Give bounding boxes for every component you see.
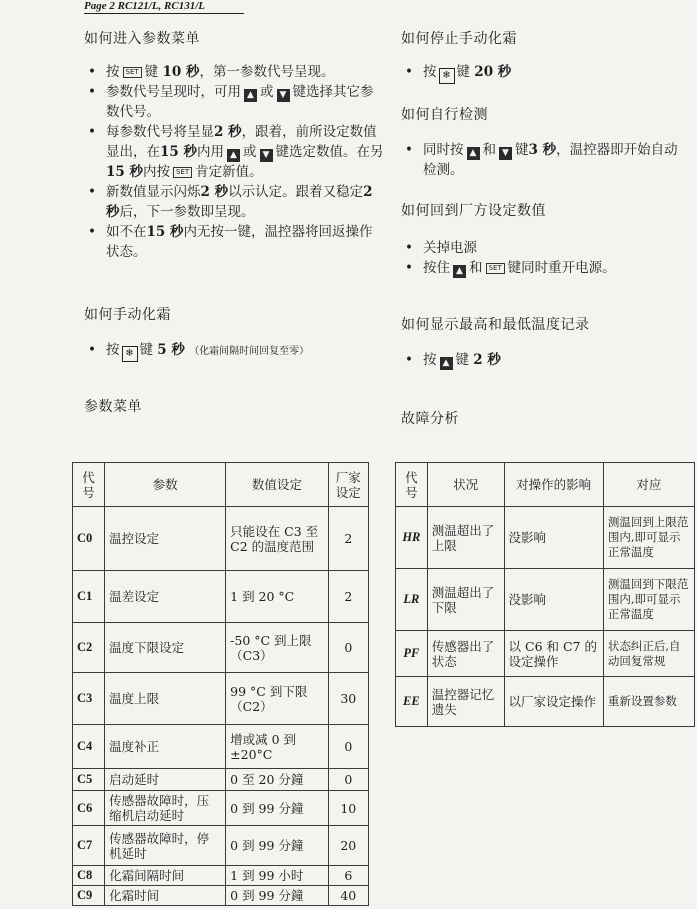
stop-defrost-title: 如何停止手动化霜 (401, 31, 517, 47)
cell-status: 温控器记忆遗失 (427, 677, 504, 727)
cell-code: C4 (73, 725, 105, 769)
cell-param: 温度下限设定 (105, 623, 226, 673)
table-row (73, 791, 369, 826)
cell-value: 99 °C 到下限（C2） (226, 673, 328, 725)
cell-code: C8 (73, 866, 105, 886)
table-row (73, 826, 369, 866)
cell-value: 0 到 99 分鐘 (226, 791, 328, 826)
up-key-icon: ▲ (467, 147, 480, 160)
cell-value: -50 °C 到上限（C3） (226, 623, 328, 673)
cell-code: C5 (73, 769, 105, 791)
cell-code: C9 (73, 886, 105, 906)
col-header: 数值设定 (226, 463, 328, 507)
cell-effect: 以 C6 和 C7 的设定操作 (504, 631, 603, 677)
list-item: • 按 SET 键 10 秒，第一参数代号呈现。 (88, 64, 335, 80)
list-item: • 按 ▲ 键 2 秒 (405, 352, 501, 368)
cell-value: 0 到 99 分鐘 (226, 826, 328, 866)
cell-param: 化霜时间 (105, 886, 226, 906)
cell-code: HR (396, 507, 428, 569)
col-header: 对应 (603, 463, 694, 507)
cell-code: C3 (73, 673, 105, 725)
col-header: 代号 (396, 463, 428, 507)
param-menu-title: 参数菜单 (84, 399, 142, 415)
cell-code: LR (396, 569, 428, 631)
enter-param-list (84, 62, 384, 262)
cell-factory: 2 (328, 507, 368, 571)
cell-effect: 以厂家设定操作 (504, 677, 603, 727)
list-item: • 关掉电源 (405, 240, 477, 256)
minmax-list (401, 350, 691, 370)
cell-value: 1 到 20 °C (226, 571, 328, 623)
cell-status: 测温超出了上限 (427, 507, 504, 569)
cell-factory: 0 (328, 769, 368, 791)
set-key-icon: SET (486, 263, 505, 274)
factory-reset-list (401, 238, 691, 278)
left-column (84, 28, 384, 416)
fault-title: 故障分析 (401, 411, 459, 427)
cell-factory: 10 (328, 791, 368, 826)
table-row (73, 571, 369, 623)
cell-value: 0 至 20 分鐘 (226, 769, 328, 791)
table-row (73, 769, 369, 791)
self-test-list (401, 140, 691, 180)
col-header: 厂家设定 (328, 463, 368, 507)
cell-code: C1 (73, 571, 105, 623)
down-key-icon: ▼ (277, 89, 290, 102)
col-header: 状况 (427, 463, 504, 507)
table-row (73, 866, 369, 886)
cell-factory: 30 (328, 673, 368, 725)
cell-code: C6 (73, 791, 105, 826)
up-key-icon: ▲ (453, 265, 466, 278)
cell-param: 传感器故障时，停机延时 (105, 826, 226, 866)
cell-code: EE (396, 677, 428, 727)
table-row (396, 507, 695, 569)
list-item: • 按 ❄ 键 20 秒 (401, 62, 691, 84)
list-item: • 如不在15 秒内无按一键，温控器将回返操作状态。 (88, 224, 373, 260)
cell-code: C0 (73, 507, 105, 571)
table-row (73, 673, 369, 725)
table-header-row (73, 463, 369, 507)
cell-factory: 20 (328, 826, 368, 866)
list-item: • 每参数代号将呈显2 秒，跟着，前所设定数值显出，在15 秒内用 ▲ 或 ▼ 键选定数值。在另15 秒内按 SET 肯定新值。 (88, 124, 384, 180)
up-key-icon: ▲ (227, 149, 240, 162)
defrost-key-icon: ❄ (122, 346, 138, 362)
table-row (73, 507, 369, 571)
list-item: • 同时按 ▲ 和 ▼ 键3 秒，温控器即开始自动检测。 (405, 142, 678, 178)
table-row (396, 569, 695, 631)
stop-defrost-list (401, 62, 691, 84)
manual-defrost-list (84, 340, 384, 362)
cell-value: 1 到 99 小时 (226, 866, 328, 886)
manual-defrost-title: 如何手动化霜 (84, 307, 171, 323)
cell-param: 温差设定 (105, 571, 226, 623)
cell-action: 测温回到下限范围内,即可显示正常温度 (603, 569, 694, 631)
cell-param: 温度补正 (105, 725, 226, 769)
defrost-key-icon: ❄ (439, 68, 455, 84)
table-row (396, 677, 695, 727)
cell-param: 启动延时 (105, 769, 226, 791)
cell-param: 温控设定 (105, 507, 226, 571)
up-key-icon: ▲ (244, 89, 257, 102)
list-item: • 按 ❄ 键 5 秒 （化霜间隔时间回复至零） (84, 340, 384, 362)
table-header-row (396, 463, 695, 507)
col-header: 对操作的影响 (504, 463, 603, 507)
up-key-icon: ▲ (440, 357, 453, 370)
cell-code: C7 (73, 826, 105, 866)
cell-effect: 没影响 (504, 569, 603, 631)
cell-factory: 6 (328, 866, 368, 886)
cell-effect: 没影响 (504, 507, 603, 569)
cell-factory: 2 (328, 571, 368, 623)
factory-reset-title: 如何回到厂方设定数值 (401, 203, 546, 219)
cell-value: 0 到 99 分鐘 (226, 886, 328, 906)
page-header: Page 2 RC121/L, RC131/L (84, 0, 244, 14)
right-column (401, 28, 691, 428)
cell-code: C2 (73, 623, 105, 673)
cell-action: 状态纠正后,自动回复常规 (603, 631, 694, 677)
fault-table (395, 462, 695, 727)
table-row (73, 725, 369, 769)
cell-factory: 0 (328, 623, 368, 673)
cell-status: 传感器出了状态 (427, 631, 504, 677)
cell-param: 传感器故障时，压缩机启动延时 (105, 791, 226, 826)
list-item: • 参数代号呈现时，可用 ▲ 或 ▼ 键选择其它参数代号。 (88, 84, 374, 120)
cell-value: 增或减 0 到 ±20°C (226, 725, 328, 769)
cell-param: 化霜间隔时间 (105, 866, 226, 886)
table-row (73, 623, 369, 673)
list-item: • 新数值显示闪烁2 秒以示认定。跟着又稳定2 秒后，下一参数即呈现。 (88, 184, 373, 220)
cell-param: 温度上限 (105, 673, 226, 725)
list-item: • 按住 ▲ 和 SET 键同时重开电源。 (405, 260, 616, 276)
minmax-title: 如何显示最高和最低温度记录 (401, 317, 590, 333)
down-key-icon: ▼ (499, 147, 512, 160)
cell-factory: 0 (328, 725, 368, 769)
set-key-icon: SET (123, 67, 142, 78)
col-header: 参数 (105, 463, 226, 507)
table-row (396, 631, 695, 677)
cell-status: 测温超出了下限 (427, 569, 504, 631)
cell-factory: 40 (328, 886, 368, 906)
enter-param-title: 如何进入参数菜单 (84, 31, 200, 47)
cell-code: PF (396, 631, 428, 677)
set-key-icon: SET (173, 167, 192, 178)
down-key-icon: ▼ (260, 149, 273, 162)
cell-action: 重新设置参数 (603, 677, 694, 727)
cell-value: 只能设在 C3 至 C2 的温度范围 (226, 507, 328, 571)
col-header: 代号 (73, 463, 105, 507)
self-test-title: 如何自行检测 (401, 107, 488, 123)
table-row (73, 886, 369, 906)
param-table (72, 462, 369, 906)
cell-action: 测温回到上限范围内,即可显示正常温度 (603, 507, 694, 569)
